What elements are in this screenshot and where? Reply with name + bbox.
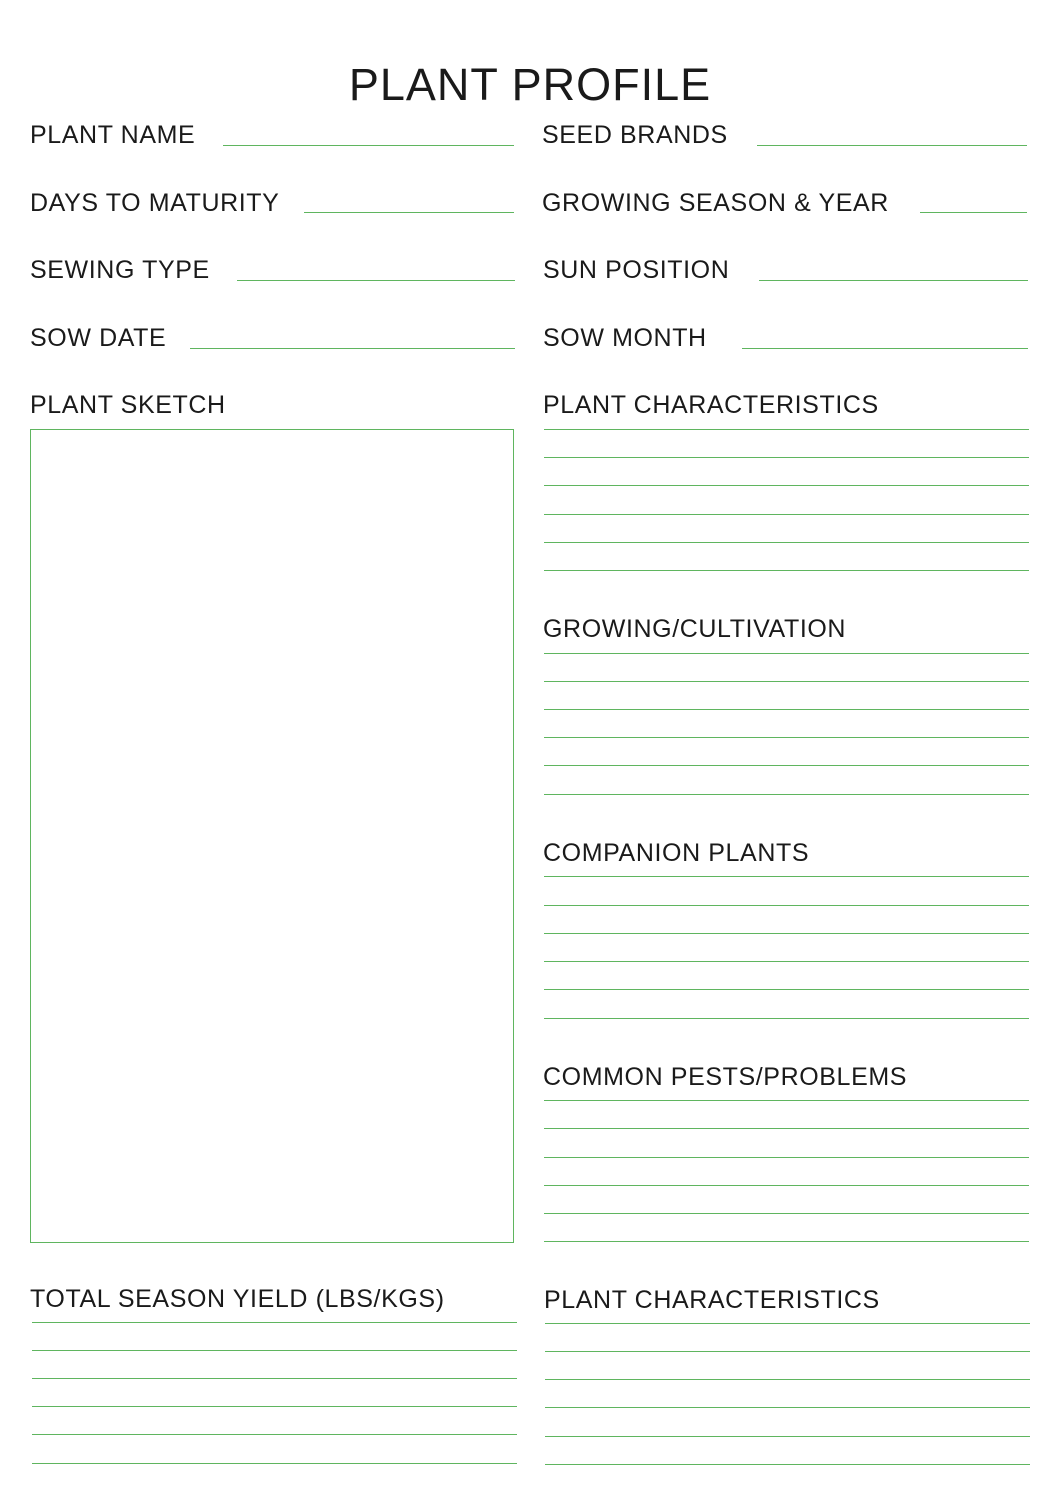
writing-line[interactable] — [544, 933, 1029, 934]
plant-sketch-box[interactable] — [30, 429, 514, 1243]
writing-line[interactable] — [544, 765, 1029, 766]
sun-position-line[interactable] — [759, 280, 1028, 281]
writing-line[interactable] — [32, 1378, 517, 1379]
seed-brands-label: SEED BRANDS — [542, 121, 728, 149]
growing-cultivation-label: GROWING/CULTIVATION — [543, 615, 847, 643]
writing-line[interactable] — [544, 485, 1029, 486]
plant-characteristics-label: PLANT CHARACTERISTICS — [543, 391, 879, 419]
writing-line[interactable] — [544, 681, 1029, 682]
writing-line[interactable] — [544, 1128, 1029, 1129]
writing-line[interactable] — [544, 709, 1029, 710]
total-season-yield-label: TOTAL SEASON YIELD (LBS/KGS) — [30, 1285, 445, 1313]
writing-line[interactable] — [544, 1157, 1029, 1158]
writing-line[interactable] — [544, 989, 1029, 990]
writing-line[interactable] — [544, 542, 1029, 543]
growing-season-year-label: GROWING SEASON & YEAR — [542, 189, 889, 217]
days-to-maturity-line[interactable] — [304, 212, 514, 213]
sun-position-label: SUN POSITION — [543, 256, 730, 284]
writing-line[interactable] — [544, 514, 1029, 515]
sewing-type-label: SEWING TYPE — [30, 256, 210, 284]
sow-date-label: SOW DATE — [30, 324, 167, 352]
sewing-type-line[interactable] — [237, 280, 515, 281]
writing-line[interactable] — [545, 1379, 1030, 1380]
companion-plants-label: COMPANION PLANTS — [543, 839, 810, 867]
writing-line[interactable] — [544, 876, 1029, 877]
page-title: PLANT PROFILE — [348, 59, 712, 110]
writing-line[interactable] — [544, 653, 1029, 654]
writing-line[interactable] — [545, 1436, 1030, 1437]
plant-characteristics-2-label: PLANT CHARACTERISTICS — [544, 1286, 880, 1314]
seed-brands-line[interactable] — [757, 145, 1027, 146]
writing-line[interactable] — [32, 1434, 517, 1435]
sow-month-line[interactable] — [742, 348, 1028, 349]
plant-sketch-label: PLANT SKETCH — [30, 391, 226, 419]
writing-line[interactable] — [544, 1185, 1029, 1186]
writing-line[interactable] — [544, 570, 1029, 571]
writing-line[interactable] — [544, 1100, 1029, 1101]
growing-season-year-line[interactable] — [920, 212, 1027, 213]
writing-line[interactable] — [544, 1241, 1029, 1242]
writing-line[interactable] — [544, 1213, 1029, 1214]
writing-line[interactable] — [545, 1407, 1030, 1408]
writing-line[interactable] — [544, 1018, 1029, 1019]
writing-line[interactable] — [544, 737, 1029, 738]
plant-name-label: PLANT NAME — [30, 121, 196, 149]
writing-line[interactable] — [545, 1464, 1030, 1465]
writing-line[interactable] — [32, 1350, 517, 1351]
sow-date-line[interactable] — [190, 348, 515, 349]
writing-line[interactable] — [544, 794, 1029, 795]
writing-line[interactable] — [32, 1406, 517, 1407]
writing-line[interactable] — [32, 1463, 517, 1464]
plant-name-line[interactable] — [223, 145, 514, 146]
writing-line[interactable] — [544, 429, 1029, 430]
days-to-maturity-label: DAYS TO MATURITY — [30, 189, 280, 217]
writing-line[interactable] — [545, 1323, 1030, 1324]
common-pests-problems-label: COMMON PESTS/PROBLEMS — [543, 1063, 908, 1091]
writing-line[interactable] — [545, 1351, 1030, 1352]
writing-line[interactable] — [544, 457, 1029, 458]
writing-line[interactable] — [544, 961, 1029, 962]
writing-line[interactable] — [32, 1322, 517, 1323]
sow-month-label: SOW MONTH — [543, 324, 707, 352]
writing-line[interactable] — [544, 905, 1029, 906]
